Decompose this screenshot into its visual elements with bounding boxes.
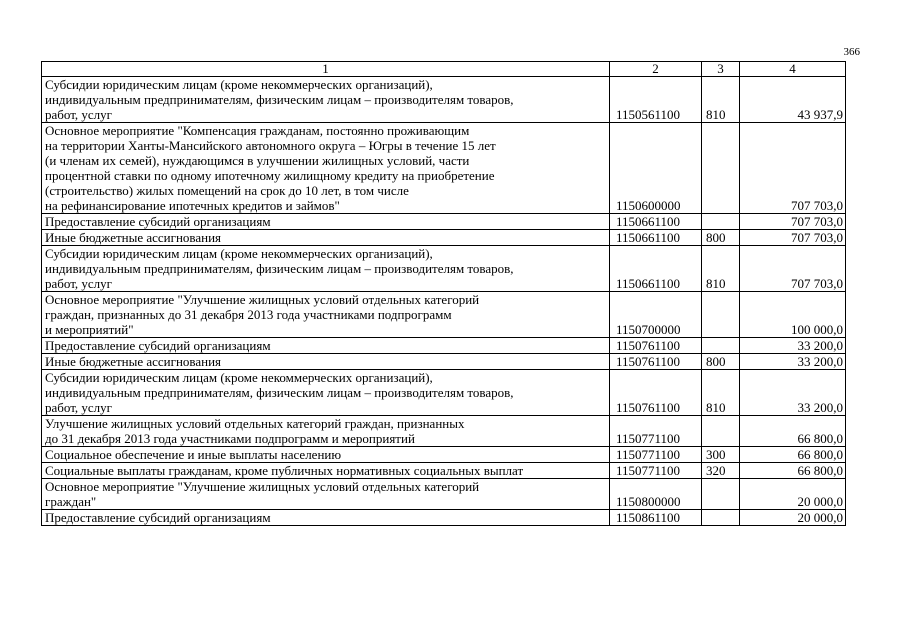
- row-description: Основное мероприятие "Улучшение жилищных условий отдельных категорий граждан, признанных до 31 декабря 2013 года участниками подпрограмм и мероприятий": [42, 292, 610, 338]
- row-description: Иные бюджетные ассигнования: [42, 354, 610, 370]
- table-row: [42, 77, 846, 123]
- row-amount: 20 000,0: [740, 510, 846, 526]
- row-description: Субсидии юридическим лицам (кроме некоммерческих организаций), индивидуальным предпринимателям, физическим лицам – производителям товаров, работ, услуг: [42, 77, 610, 123]
- row-target-code: 1150761100: [610, 370, 702, 416]
- table-row: [42, 416, 846, 447]
- column-header-description: 1: [42, 62, 610, 77]
- row-expense-type: 810: [702, 370, 740, 416]
- row-target-code: 1150761100: [610, 354, 702, 370]
- row-description: Субсидии юридическим лицам (кроме некоммерческих организаций), индивидуальным предпринимателям, физическим лицам – производителям товаров, работ, услуг: [42, 246, 610, 292]
- row-target-code: 1150700000: [610, 292, 702, 338]
- row-expense-type: 300: [702, 447, 740, 463]
- row-description: Предоставление субсидий организациям: [42, 338, 610, 354]
- row-description: Субсидии юридическим лицам (кроме некоммерческих организаций), индивидуальным предпринимателям, физическим лицам – производителям товаров, работ, услуг: [42, 370, 610, 416]
- row-expense-type: 320: [702, 463, 740, 479]
- row-target-code: 1150761100: [610, 338, 702, 354]
- row-amount: 100 000,0: [740, 292, 846, 338]
- row-description: Социальные выплаты гражданам, кроме публичных нормативных социальных выплат: [42, 463, 610, 479]
- row-target-code: 1150661100: [610, 246, 702, 292]
- row-expense-type: 810: [702, 77, 740, 123]
- row-expense-type: 800: [702, 354, 740, 370]
- row-amount: 707 703,0: [740, 214, 846, 230]
- table-row: [42, 230, 846, 246]
- row-amount: 707 703,0: [740, 123, 846, 214]
- table-row: [42, 338, 846, 354]
- column-header-amount: 4: [740, 62, 846, 77]
- table-row: [42, 370, 846, 416]
- table-row: [42, 479, 846, 510]
- page-number: 366: [843, 46, 860, 58]
- row-amount: 20 000,0: [740, 479, 846, 510]
- row-target-code: 1150600000: [610, 123, 702, 214]
- row-expense-type: [702, 479, 740, 510]
- row-expense-type: 810: [702, 246, 740, 292]
- row-amount: 707 703,0: [740, 246, 846, 292]
- row-amount: 66 800,0: [740, 447, 846, 463]
- row-target-code: 1150771100: [610, 416, 702, 447]
- row-target-code: 1150661100: [610, 214, 702, 230]
- table-row: [42, 354, 846, 370]
- row-expense-type: [702, 338, 740, 354]
- row-expense-type: 800: [702, 230, 740, 246]
- table-row: [42, 292, 846, 338]
- row-expense-type: [702, 416, 740, 447]
- row-description: Улучшение жилищных условий отдельных категорий граждан, признанных до 31 декабря 2013 года участниками подпрограмм и мероприятий: [42, 416, 610, 447]
- row-target-code: 1150771100: [610, 463, 702, 479]
- row-amount: 707 703,0: [740, 230, 846, 246]
- table-row: [42, 214, 846, 230]
- row-description: Основное мероприятие "Улучшение жилищных условий отдельных категорий граждан": [42, 479, 610, 510]
- row-amount: 66 800,0: [740, 416, 846, 447]
- column-header-target-code: 2: [610, 62, 702, 77]
- row-amount: 33 200,0: [740, 370, 846, 416]
- row-target-code: 1150861100: [610, 510, 702, 526]
- table-row: [42, 123, 846, 214]
- table-body: [42, 77, 846, 526]
- row-expense-type: [702, 123, 740, 214]
- row-description: Иные бюджетные ассигнования: [42, 230, 610, 246]
- column-header-expense-type: 3: [702, 62, 740, 77]
- table-row: [42, 510, 846, 526]
- row-amount: 33 200,0: [740, 354, 846, 370]
- row-target-code: 1150800000: [610, 479, 702, 510]
- table-row: [42, 463, 846, 479]
- row-amount: 43 937,9: [740, 77, 846, 123]
- header-row: [42, 62, 846, 77]
- table-row: [42, 447, 846, 463]
- row-amount: 66 800,0: [740, 463, 846, 479]
- row-amount: 33 200,0: [740, 338, 846, 354]
- budget-table: [41, 61, 846, 526]
- row-target-code: 1150561100: [610, 77, 702, 123]
- row-expense-type: [702, 510, 740, 526]
- row-expense-type: [702, 292, 740, 338]
- row-target-code: 1150661100: [610, 230, 702, 246]
- row-target-code: 1150771100: [610, 447, 702, 463]
- row-expense-type: [702, 214, 740, 230]
- row-description: Социальное обеспечение и иные выплаты населению: [42, 447, 610, 463]
- row-description: Предоставление субсидий организациям: [42, 214, 610, 230]
- row-description: Основное мероприятие "Компенсация гражданам, постоянно проживающим на территории Ханты-Мансийского автономного округа – Югры в течение 15 лет (и членам их семей), нуждающимся в улучшении жилищных условий, части процентной ставки по одному ипотечному жилищному кредиту на приобретение (строительство) жилых помещений на срок до 10 лет, в том числе на рефинансирование ипотечных кредитов и займов": [42, 123, 610, 214]
- table-row: [42, 246, 846, 292]
- row-description: Предоставление субсидий организациям: [42, 510, 610, 526]
